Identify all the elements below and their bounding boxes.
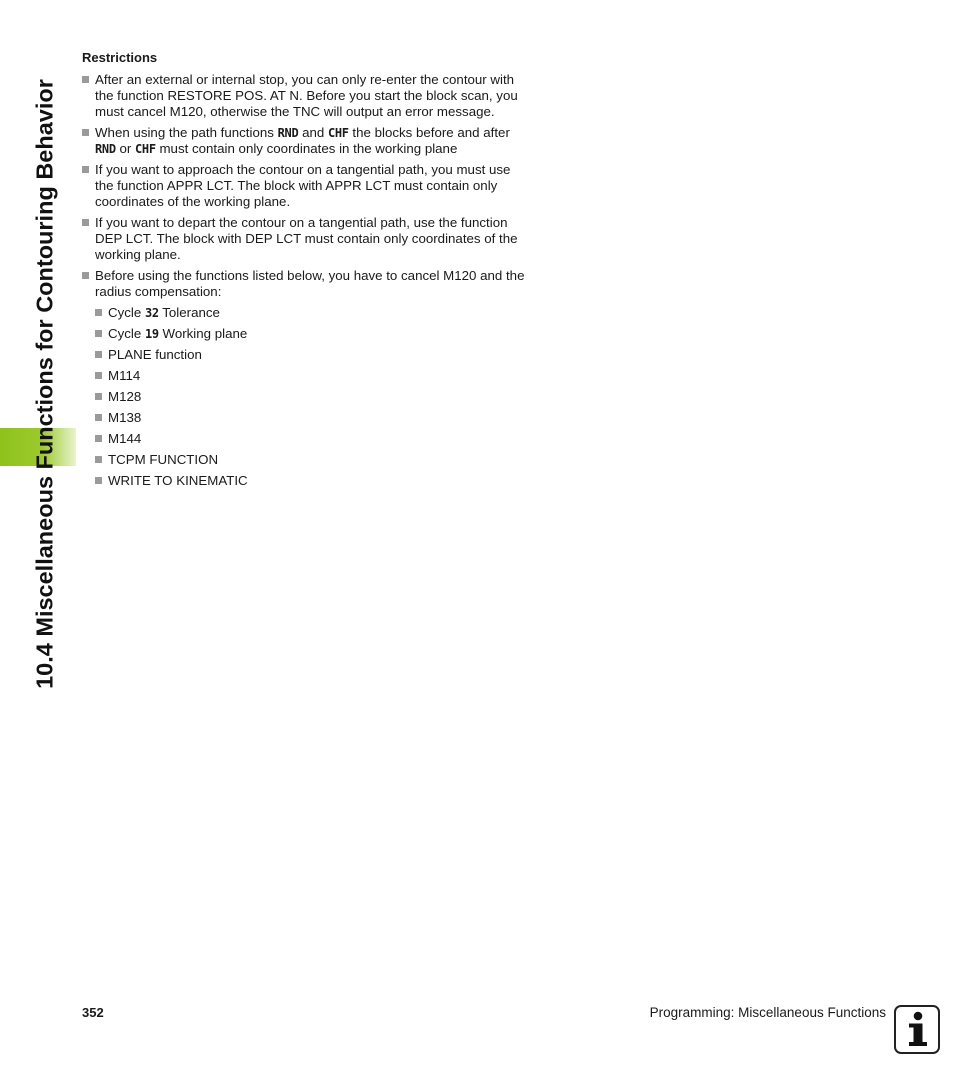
sublist-item-text: M114: [108, 368, 141, 383]
square-bullet-icon: [95, 414, 102, 421]
list-item-text: must contain only coordinates in the working plane: [155, 141, 458, 156]
square-bullet-icon: [95, 456, 102, 463]
restrictions-list: [82, 72, 527, 489]
code-keyword: CHF: [327, 126, 349, 140]
square-bullet-icon: [82, 166, 89, 173]
sublist-item-text: M138: [108, 410, 142, 425]
list-item-text: When using the path functions: [95, 125, 278, 140]
section-heading: Restrictions: [82, 50, 158, 65]
square-bullet-icon: [82, 219, 89, 226]
cycle-number: 32: [144, 306, 159, 320]
list-item: [82, 268, 527, 489]
code-keyword: CHF: [135, 142, 156, 156]
info-icon-glyph: [896, 1007, 938, 1052]
square-bullet-icon: [95, 393, 102, 400]
sublist-item: [95, 389, 527, 405]
code-keyword: RND: [277, 126, 299, 140]
sublist-item: [95, 410, 527, 426]
sublist-item-text: Tolerance: [158, 305, 220, 320]
square-bullet-icon: [95, 435, 102, 442]
square-bullet-icon: [95, 330, 102, 337]
section-side-title: 10.4 Miscellaneous Functions for Contouring Behavior: [31, 79, 58, 689]
chapter-title: Programming: Miscellaneous Functions: [649, 1005, 886, 1020]
list-item-text: the blocks before and after: [348, 125, 510, 140]
square-bullet-icon: [95, 351, 102, 358]
page-number: 352: [82, 1005, 104, 1020]
list-item-text: or: [115, 141, 135, 156]
sublist-item-text: WRITE TO KINEMATIC: [108, 473, 248, 488]
square-bullet-icon: [82, 76, 89, 83]
sublist-item-text: M144: [108, 431, 142, 446]
sublist-item: [95, 473, 527, 489]
square-bullet-icon: [82, 129, 89, 136]
sublist-item: [95, 452, 527, 468]
info-icon: [894, 1005, 940, 1054]
content-area: [82, 50, 527, 494]
list-item-text: If you want to depart the contour on a tangential path, use the function DEP LCT. The block with DEP LCT must contain only coordinates of the working plane.: [95, 215, 518, 262]
sublist-item-text: Working plane: [158, 326, 248, 341]
list-item: [82, 125, 527, 157]
sublist-item-text: PLANE function: [108, 347, 202, 362]
square-bullet-icon: [95, 477, 102, 484]
sublist-item: [95, 326, 527, 342]
sublist-item: [95, 368, 527, 384]
list-item-text: After an external or internal stop, you can only re-enter the contour with the function RESTORE POS. AT N. Before you start the block scan, you must cancel M120, otherwise the TNC will output an error message.: [95, 72, 518, 119]
square-bullet-icon: [95, 309, 102, 316]
list-item-text: If you want to approach the contour on a tangential path, you must use the function APPR LCT. The block with APPR LCT must contain only coordinates of the working plane.: [95, 162, 511, 209]
sublist-item: [95, 347, 527, 363]
sublist-item-text: M128: [108, 389, 142, 404]
sublist-item-text: Cycle: [108, 305, 145, 320]
list-item-text: and: [298, 125, 328, 140]
sublist-item-text: TCPM FUNCTION: [108, 452, 219, 467]
sublist-item-text: Cycle: [108, 326, 145, 341]
code-keyword: RND: [95, 142, 116, 156]
list-item-text: Before using the functions listed below, you have to cancel M120 and the radius compensation:: [95, 268, 525, 299]
list-item: [82, 215, 527, 263]
sublist-item: [95, 431, 527, 447]
function-sublist: [95, 305, 527, 489]
sublist-item: [95, 305, 527, 321]
square-bullet-icon: [82, 272, 89, 279]
list-item: [82, 72, 527, 120]
cycle-number: 19: [144, 327, 159, 341]
list-item: [82, 162, 527, 210]
square-bullet-icon: [95, 372, 102, 379]
